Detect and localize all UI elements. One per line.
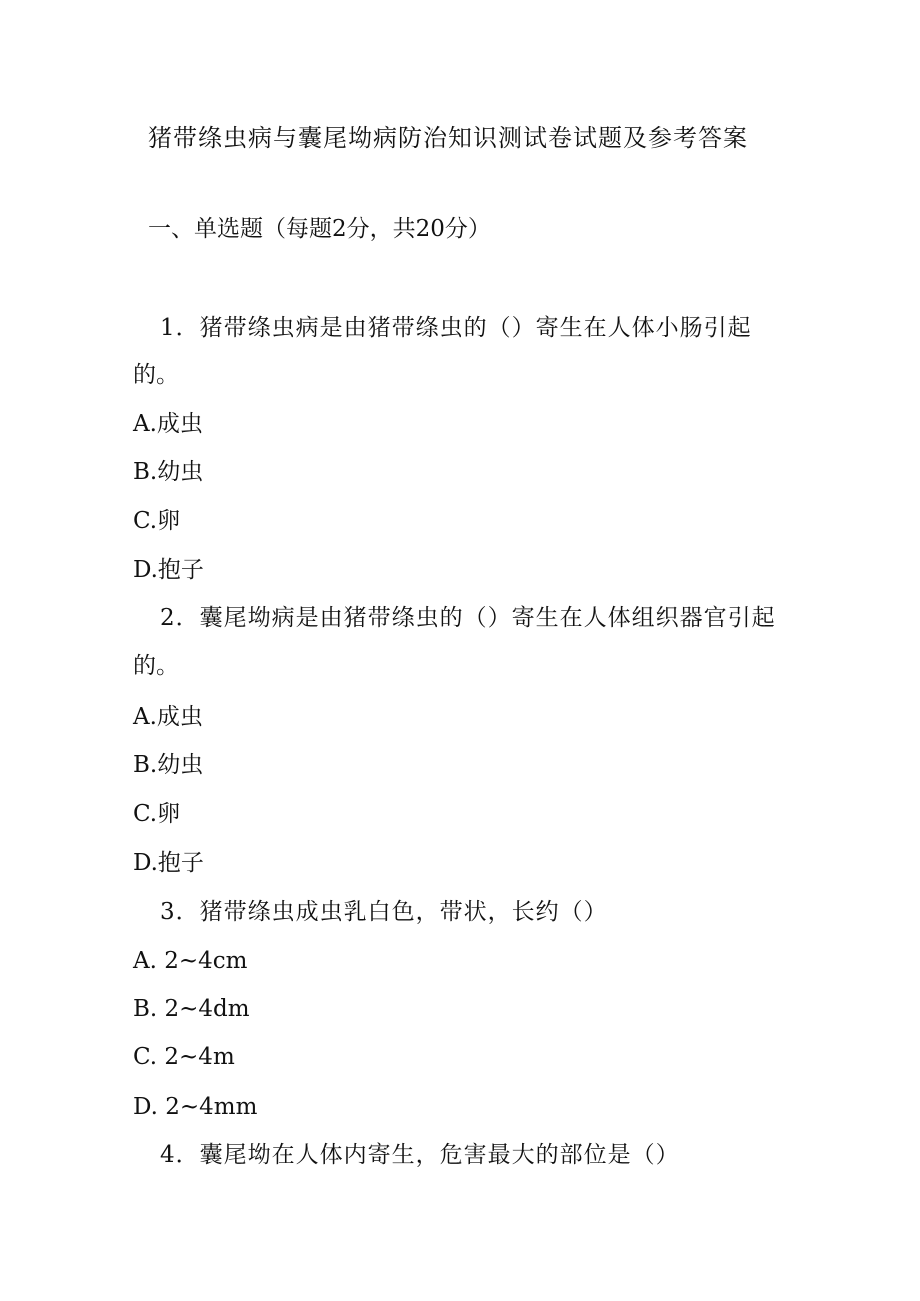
question-3-option-b: B. 2~4dm xyxy=(133,996,250,1022)
question-2-text-continued: 的。 xyxy=(133,653,179,679)
document-title: 猪带绦虫病与囊尾坳病防治知识测试卷试题及参考答案 xyxy=(148,124,748,152)
question-4-text: 4．囊尾坳在人体内寄生，危害最大的部位是（） xyxy=(160,1142,680,1168)
question-2-text: 2．囊尾坳病是由猪带绦虫的（）寄生在人体组织器官引起 xyxy=(160,605,776,631)
question-1-text: 1．猪带绦虫病是由猪带绦虫的（）寄生在人体小肠引起 xyxy=(160,315,752,341)
question-3-option-a: A. 2~4cm xyxy=(133,948,248,974)
question-2-option-a: A.成虫 xyxy=(133,704,203,730)
question-2-option-c: C.卵 xyxy=(133,801,181,827)
question-2-option-b: B.幼虫 xyxy=(133,752,204,778)
question-1-option-b: B.幼虫 xyxy=(133,459,204,485)
question-3-option-c: C. 2~4m xyxy=(133,1044,235,1070)
question-1-option-a: A.成虫 xyxy=(133,411,203,437)
question-2-option-d: D.抱子 xyxy=(133,850,204,876)
question-3-text: 3．猪带绦虫成虫乳白色，带状，长约（） xyxy=(160,899,608,925)
question-1-text-continued: 的。 xyxy=(133,362,179,388)
question-3-option-d: D. 2~4mm xyxy=(133,1094,258,1120)
question-1-option-d: D.抱子 xyxy=(133,557,204,583)
question-1-option-c: C.卵 xyxy=(133,508,181,534)
section-heading: 一、单选题（每题2分，共20分） xyxy=(148,216,491,242)
